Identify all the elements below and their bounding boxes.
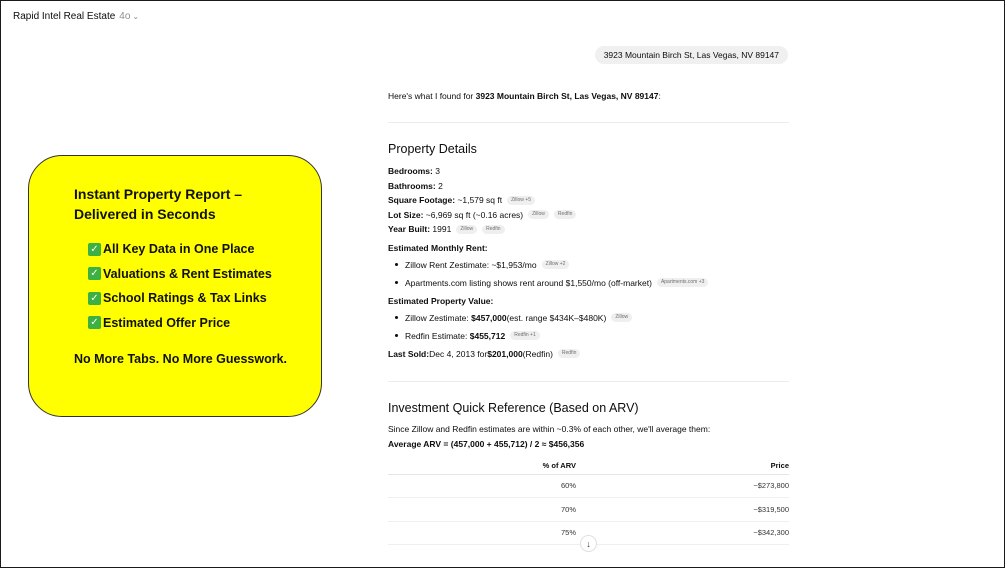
year-built-row: Year Built: 1991 Zillow Redfin — [388, 222, 789, 237]
column-header: % of ARV — [388, 457, 576, 474]
source-citation[interactable]: Redfin — [554, 210, 576, 219]
table-row — [388, 498, 789, 522]
bathrooms-row: Bathrooms: 2 — [388, 180, 443, 191]
investment-note: Since Zillow and Redfin estimates are within ~0.3% of each other, we'll average them: — [388, 424, 711, 434]
source-citation[interactable]: Zillow +2 — [542, 260, 570, 269]
lot-size-row: Lot Size: ~6,969 sq ft (~0.16 acres) Zillow Redfin — [388, 208, 789, 223]
check-icon: ✓ — [88, 243, 101, 256]
divider — [388, 381, 789, 382]
user-message-bubble: 3923 Mountain Birch St, Las Vegas, NV 89147 — [595, 46, 788, 64]
model-selector[interactable]: 4o — [119, 11, 131, 22]
arrow-down-icon: ↓ — [586, 538, 591, 549]
promo-footer: No More Tabs. No More Guesswork. — [74, 352, 288, 366]
bedrooms-row: Bedrooms: 3 — [388, 166, 440, 176]
check-icon: ✓ — [88, 267, 101, 280]
promo-card — [28, 155, 322, 417]
check-icon: ✓ — [88, 316, 101, 329]
table-cell: 70% — [388, 498, 576, 522]
list-item: Apartments.com listing shows rent around $1,550/mo (off-market) Apartments.com +3 — [395, 276, 789, 290]
promo-feature-item — [88, 262, 321, 287]
promo-feature-item — [88, 237, 321, 262]
source-citation[interactable]: Redfin — [558, 349, 580, 358]
promo-feature-label: Estimated Offer Price — [103, 315, 231, 330]
source-citation[interactable]: Zillow — [611, 313, 632, 322]
table-cell: 75% — [388, 521, 576, 545]
investment-heading: Investment Quick Reference (Based on ARV) — [388, 401, 639, 415]
scroll-down-button[interactable] — [580, 535, 597, 552]
table-cell: ~$273,800 — [576, 474, 789, 498]
rent-heading: Estimated Monthly Rent: — [388, 242, 488, 253]
promo-feature-label: School Ratings & Tax Links — [103, 291, 267, 306]
source-citation[interactable]: Zillow — [456, 225, 477, 234]
source-citation[interactable]: Zillow +5 — [507, 196, 535, 205]
list-item: Redfin Estimate: $455,712 Redfin +1 — [395, 329, 789, 343]
arv-table — [388, 457, 789, 545]
promo-feature-item — [88, 311, 321, 336]
source-citation[interactable]: Redfin — [482, 225, 504, 234]
value-heading: Estimated Property Value: — [388, 295, 494, 306]
assistant-response — [388, 90, 789, 545]
table-row — [388, 474, 789, 498]
source-citation[interactable]: Apartments.com +3 — [657, 278, 709, 287]
list-item: Zillow Zestimate: $457,000 (est. range $434K–$480K) Zillow — [395, 311, 789, 325]
promo-feature-item — [88, 286, 321, 311]
table-header-row — [388, 457, 789, 474]
check-icon: ✓ — [88, 292, 101, 305]
promo-feature-list — [88, 237, 321, 335]
response-intro: Here's what I found for 3923 Mountain Birch St, Las Vegas, NV 89147: — [388, 91, 661, 101]
last-sold-row: Last Sold: Dec 4, 2013 for $201,000 (Redfin) Redfin — [388, 347, 789, 362]
intro-address: 3923 Mountain Birch St, Las Vegas, NV 89147 — [475, 91, 659, 101]
promo-title: Instant Property Report – Delivered in Seconds — [74, 186, 243, 222]
source-citation[interactable]: Redfin +1 — [510, 331, 540, 340]
list-item: Zillow Rent Zestimate: ~$1,953/mo Zillow +2 — [395, 258, 789, 272]
table-cell: ~$342,300 — [576, 521, 789, 545]
sqft-row: Square Footage: ~1,579 sq ft Zillow +5 — [388, 193, 789, 208]
average-arv: Average ARV = (457,000 + 455,712) / 2 ≈ $456,356 — [388, 438, 585, 449]
table-cell: 60% — [388, 474, 576, 498]
rent-list — [395, 258, 789, 290]
divider — [388, 122, 789, 123]
table-cell: ~$319,500 — [576, 498, 789, 522]
source-citation[interactable]: Zillow — [528, 210, 549, 219]
app-header[interactable] — [13, 11, 139, 22]
promo-feature-label: Valuations & Rent Estimates — [103, 266, 272, 281]
chevron-down-icon[interactable]: ⌄ — [132, 12, 140, 21]
column-header: Price — [576, 457, 789, 474]
app-title[interactable]: Rapid Intel Real Estate — [13, 11, 116, 22]
value-list — [395, 311, 789, 343]
promo-feature-label: All Key Data in One Place — [103, 242, 255, 257]
property-details-heading: Property Details — [388, 142, 477, 156]
